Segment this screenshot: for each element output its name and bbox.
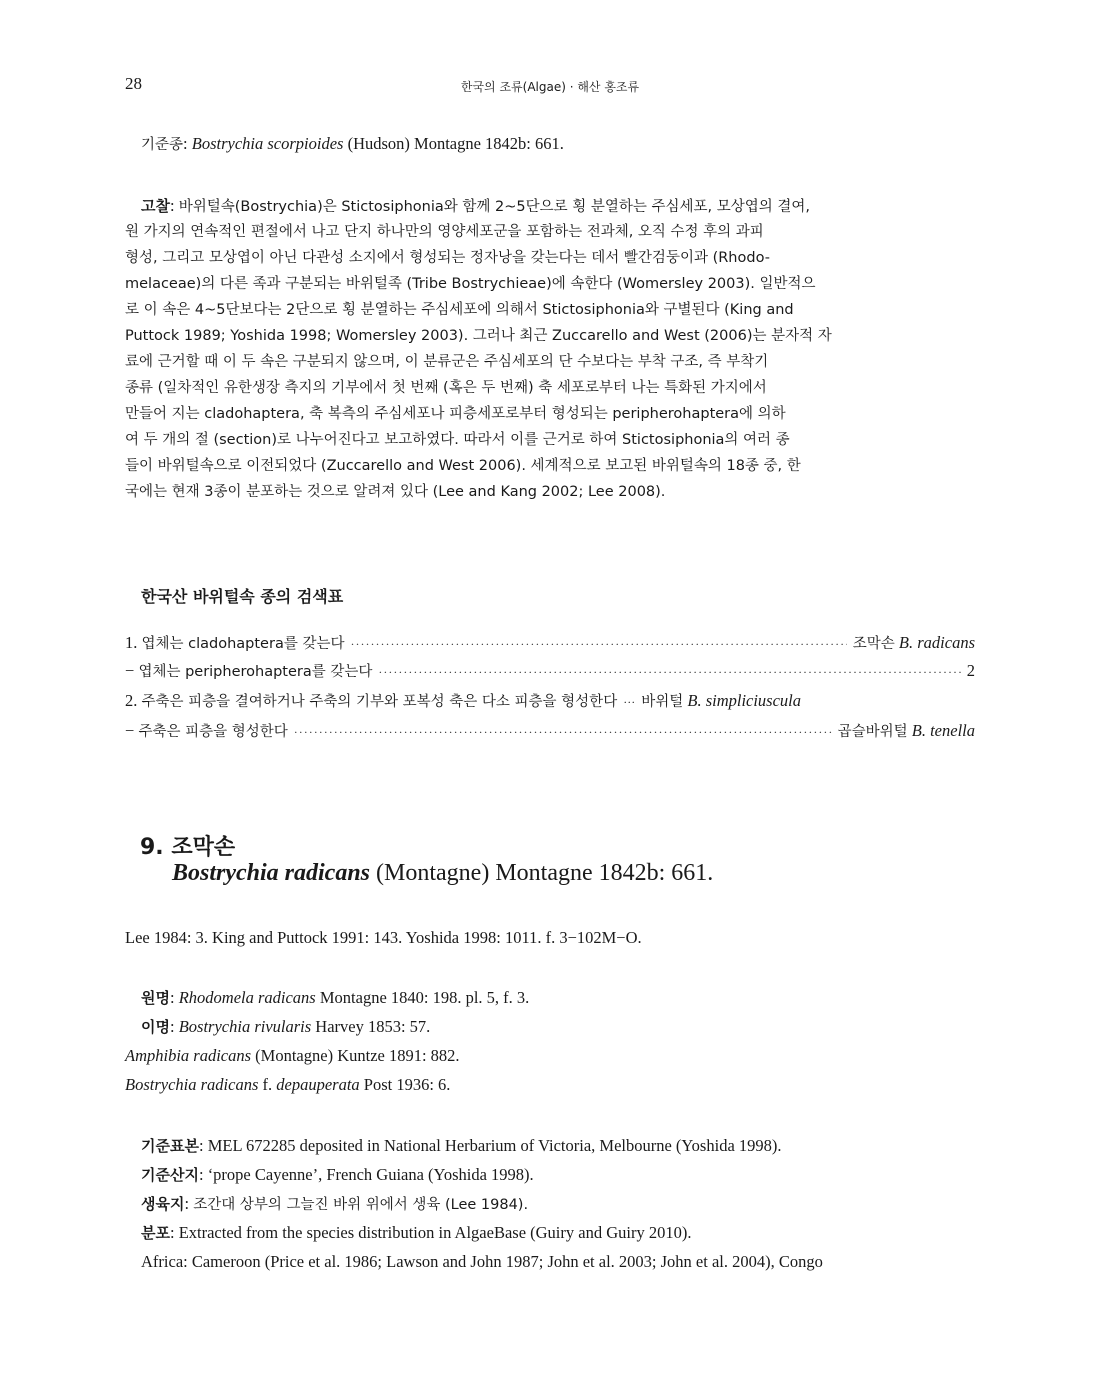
distribution-africa-line: Africa: Cameroon (Price et al. 1986; Lawson and John 1987; John et al. 2003; John et al. 2004), Congo bbox=[141, 1252, 823, 1271]
remarks-line: 국에는 현재 3종이 분포하는 것으로 알려져 있다 (Lee and Kang 2002; Lee 2008). bbox=[125, 484, 666, 500]
leader-dots bbox=[294, 725, 832, 740]
remarks-line: 로 이 속은 4~5단보다는 2단으로 횡 분열하는 주심세포에 의해서 Stictosiphonia와 구별된다 (King and bbox=[125, 302, 794, 318]
synonym-line: Bostrychia radicans f. depauperata Post 1936: 6. bbox=[125, 1075, 451, 1094]
type-species-label: 기준종 bbox=[141, 137, 184, 153]
leader-dots bbox=[350, 637, 846, 652]
species-scientific-name: Bostrychia radicans (Montagne) Montagne 1842b: 661. bbox=[172, 860, 714, 886]
species-heading: 9. 조막손 bbox=[140, 835, 236, 860]
species-references: Lee 1984: 3. King and Puttock 1991: 143. Yoshida 1998: 1011. f. 3−102M−O. bbox=[125, 928, 642, 947]
type-species-name: Bostrychia scorpioides bbox=[191, 134, 344, 153]
synonym-line: Amphibia radicans (Montagne) Kuntze 1891: 882. bbox=[125, 1046, 460, 1065]
habitat-line: 생육지: 조간대 상부의 그늘진 바위 위에서 생육 (Lee 1984). bbox=[141, 1194, 529, 1213]
type-species-authority: (Hudson) Montagne 1842b: 661. bbox=[343, 134, 564, 153]
remarks-line: 여 두 개의 절 (section)로 나누어진다고 보고하였다. 따라서 이를 근거로 하여 Stictosiphonia의 여러 종 bbox=[125, 432, 790, 448]
remarks-line: 만들어 지는 cladohaptera, 축 복측의 주심세포나 피층세포로부터 형성되는 peripherohaptera에 의하 bbox=[125, 406, 786, 422]
remarks-line: 원 가지의 연속적인 편절에서 나고 단지 하나만의 영양세포군을 포함하는 전과체, 오직 수정 후의 과피 bbox=[125, 224, 764, 240]
key-title: 한국산 바위털속 종의 검색표 bbox=[141, 587, 344, 606]
page-number: 28 bbox=[125, 74, 142, 93]
distribution-line: 분포: Extracted from the species distribution in AlgaeBase (Guiry and Guiry 2010). bbox=[141, 1223, 692, 1242]
synonym-line: 이명: Bostrychia rivularis Harvey 1853: 57. bbox=[141, 1017, 431, 1036]
remarks-line: 들이 바위털속으로 이전되었다 (Zuccarello and West 2006). 세계적으로 보고된 바위털속의 18종 중, 한 bbox=[125, 458, 801, 474]
remarks-line: 종류 (일차적인 유한생장 측지의 기부에서 첫 번째 (혹은 두 번째) 축 세포로부터 나는 특화된 가지에서 bbox=[125, 380, 767, 396]
remarks-line: Puttock 1989; Yoshida 1998; Womersley 2003). 그러나 최근 Zuccarello and West (2006)는 분자적 자 bbox=[125, 328, 832, 344]
leader-dots bbox=[378, 665, 960, 680]
holotype-line: 기준표본: MEL 672285 deposited in National Herbarium of Victoria, Melbourne (Yoshida 1998). bbox=[141, 1136, 782, 1155]
key-row: 1. 엽체는 cladohaptera를 갖는다 ····· 조막손 B. radicans bbox=[125, 632, 975, 654]
remarks-line: 료에 근거할 때 이 두 속은 구분되지 않으며, 이 분류군은 주심세포의 단 수보다는 부착 구조, 즉 부착기 bbox=[125, 354, 769, 370]
leader-dots: ··· bbox=[623, 695, 636, 709]
remarks-line: melaceae)의 다른 족과 구분되는 바위털족 (Tribe Bostrychieae)에 속한다 (Womersley 2003). 일반적으 bbox=[125, 276, 816, 292]
running-head: 한국의 조류(Algae) · 해산 홍조류 bbox=[460, 80, 640, 94]
type-locality-line: 기준산지: ‘prope Cayenne’, French Guiana (Yoshida 1998). bbox=[141, 1165, 534, 1184]
basionym-line: 원명: Rhodomela radicans Montagne 1840: 198. pl. 5, f. 3. bbox=[141, 988, 530, 1007]
type-species-line: 기준종: Bostrychia scorpioides (Hudson) Montagne 1842b: 661. bbox=[141, 134, 564, 153]
remarks-line: 고찰: 바위털속(Bostrychia)은 Stictosiphonia와 함께 2~5단으로 횡 분열하는 주심세포, 모상엽의 결여, bbox=[141, 196, 810, 215]
remarks-label: 고찰 bbox=[141, 197, 170, 215]
key-row: − 엽체는 peripherohaptera를 갖는다 ····· 2 bbox=[125, 660, 975, 682]
key-row: 2. 주축은 피층을 결여하거나 주축의 기부와 포복성 축은 다소 피층을 형성한다 ··· 바위털 B. simpliciuscula bbox=[125, 691, 802, 710]
remarks-line: 형성, 그리고 모상엽이 아닌 다관성 소지에서 형성되는 정자낭을 갖는다는 데서 빨간검둥이과 (Rhodo- bbox=[125, 250, 770, 266]
key-row: − 주축은 피층을 형성한다 ····· 곱슬바위털 B. tenella bbox=[125, 720, 975, 742]
